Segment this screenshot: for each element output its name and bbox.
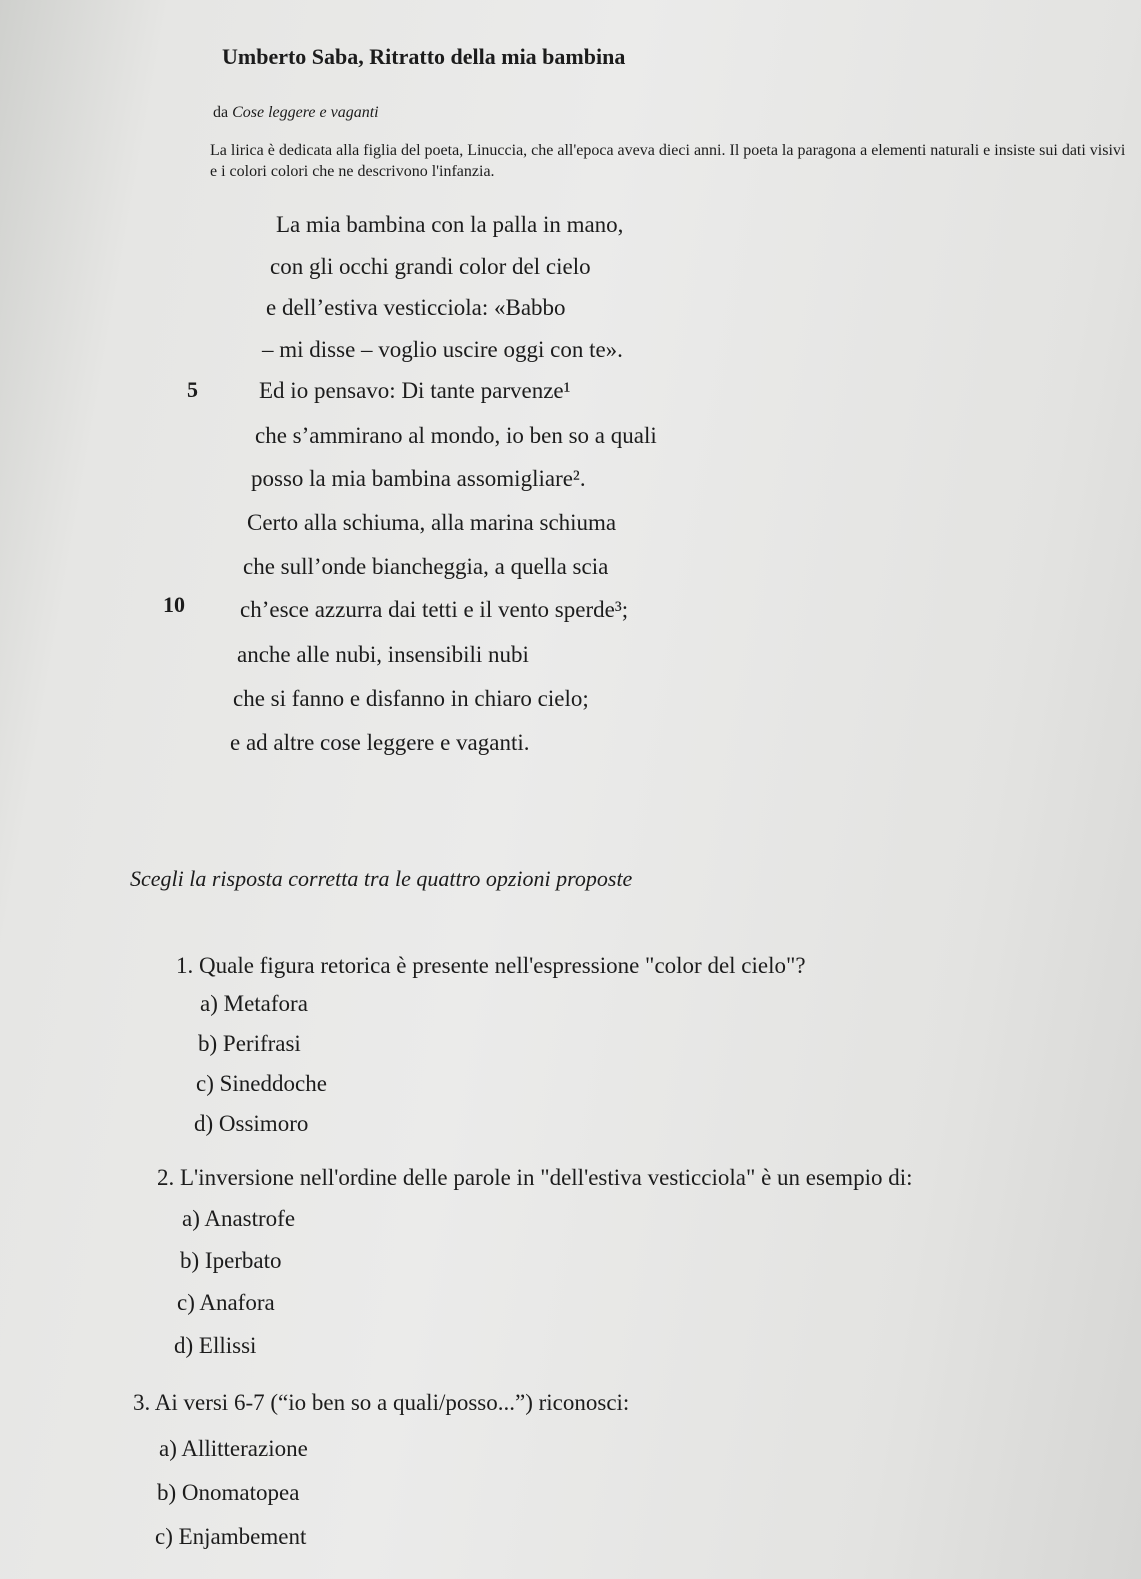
- question-2-option-a[interactable]: a) Anastrofe: [182, 1206, 296, 1231]
- verse-number: 10: [163, 592, 185, 617]
- poem-line: con gli occhi grandi color del cielo: [270, 254, 591, 279]
- question-3-option-a[interactable]: a) Allitterazione: [159, 1436, 308, 1461]
- poem-line: ch’esce azzurra dai tetti e il vento sperde³;: [240, 597, 629, 622]
- verse-number: 5: [187, 377, 198, 402]
- source-line: [213, 104, 379, 122]
- question-2-option-d[interactable]: d) Ellissi: [174, 1333, 257, 1358]
- question-1-option-c[interactable]: c) Sineddoche: [196, 1071, 327, 1096]
- question-1-option-a[interactable]: a) Metafora: [200, 991, 308, 1016]
- intro-paragraph: La lirica è dedicata alla figlia del poeta, Linuccia, che all'epoca aveva dieci anni. Il poeta la paragona a elementi naturali e insiste sui dati visivi e i colori colori che ne descrivono l'infanzia.: [210, 142, 1126, 180]
- poem-line: Ed io pensavo: Di tante parvenze¹: [259, 378, 571, 403]
- poem-line: La mia bambina con la palla in mano,: [276, 212, 624, 237]
- source-book: Cose leggere e vaganti: [232, 104, 379, 121]
- poem-line: – mi disse – voglio uscire oggi con te».: [262, 337, 623, 362]
- poem-line: che si fanno e disfanno in chiaro cielo;: [233, 686, 589, 711]
- question-3-option-c[interactable]: c) Enjambement: [155, 1524, 307, 1549]
- instruction: Scegli la risposta corretta tra le quattro opzioni proposte: [130, 866, 633, 891]
- question-1-option-d[interactable]: d) Ossimoro: [194, 1111, 309, 1136]
- poem-line: che s’ammirano al mondo, io ben so a quali: [255, 423, 657, 448]
- question-3-option-b[interactable]: b) Onomatopea: [157, 1480, 300, 1505]
- question-2: 2. L'inversione nell'ordine delle parole in "dell'estiva vesticciola" è un esempio di:: [157, 1165, 913, 1190]
- question-2-option-c[interactable]: c) Anafora: [177, 1290, 275, 1315]
- question-1: 1. Quale figura retorica è presente nell'espressione "color del cielo"?: [176, 953, 806, 978]
- poem-line: e ad altre cose leggere e vaganti.: [230, 730, 530, 755]
- poem-line: posso la mia bambina assomigliare².: [251, 466, 586, 491]
- poem-line: Certo alla schiuma, alla marina schiuma: [247, 510, 617, 535]
- question-2-option-b[interactable]: b) Iperbato: [180, 1248, 282, 1273]
- question-3: 3. Ai versi 6-7 (“io ben so a quali/posso...”) riconosci:: [133, 1390, 630, 1415]
- poem-line: anche alle nubi, insensibili nubi: [237, 642, 529, 667]
- question-1-option-b[interactable]: b) Perifrasi: [198, 1031, 301, 1056]
- document-title: Umberto Saba, Ritratto della mia bambina: [222, 44, 626, 69]
- poem-line: che sull’onde biancheggia, a quella scia: [243, 554, 609, 579]
- source-prefix: da: [213, 104, 233, 121]
- poem-line: e dell’estiva vesticciola: «Babbo: [266, 295, 566, 320]
